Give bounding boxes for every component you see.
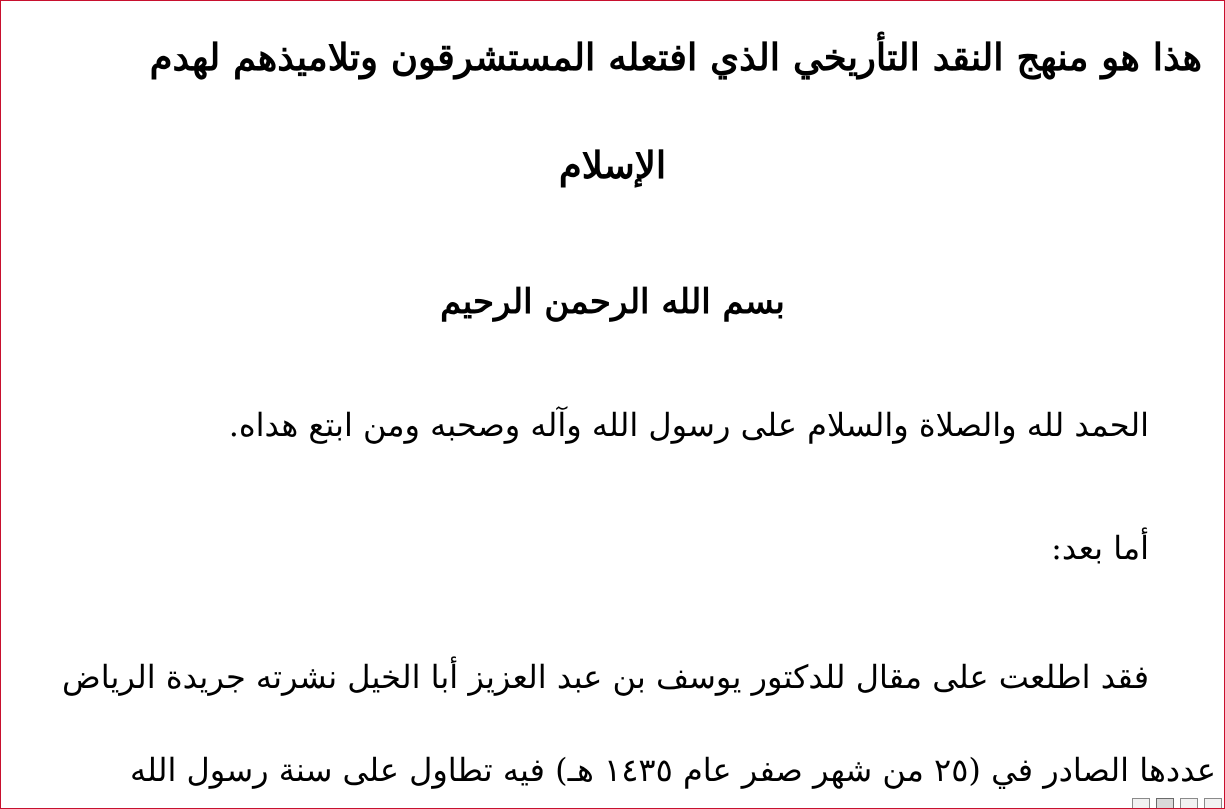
document-title-line-2: الإسلام [558,143,667,187]
paragraph-amma-baad: أما بعد: [1051,529,1149,567]
full-screen-reading-view-icon[interactable] [1156,798,1174,808]
paragraph-body-line-1: فقد اطلعت على مقال للدكتور يوسف بن عبد العزيز أبا الخيل نشرته جريدة الرياض [62,658,1149,696]
paragraph-opening-praise: الحمد لله والصلاة والسلام على رسول الله وآله وصحبه ومن ابتع هداه. [228,406,1149,444]
outline-view-icon[interactable] [1204,798,1222,808]
document-page[interactable] [1,1,1224,808]
web-layout-view-icon[interactable] [1180,798,1198,808]
basmala-heading: بسم الله الرحمن الرحيم [440,282,785,322]
view-mode-toolbar [1132,798,1224,808]
paragraph-body-line-2: عددها الصادر في (٢٥ من شهر صفر عام ١٤٣٥ هـ) فيه تطاول على سنة رسول الله [129,751,1216,789]
document-title-line-1: هذا هو منهج النقد التأريخي الذي افتعله المستشرقون وتلاميذهم لهدم [149,35,1202,79]
print-layout-view-icon[interactable] [1132,798,1150,808]
